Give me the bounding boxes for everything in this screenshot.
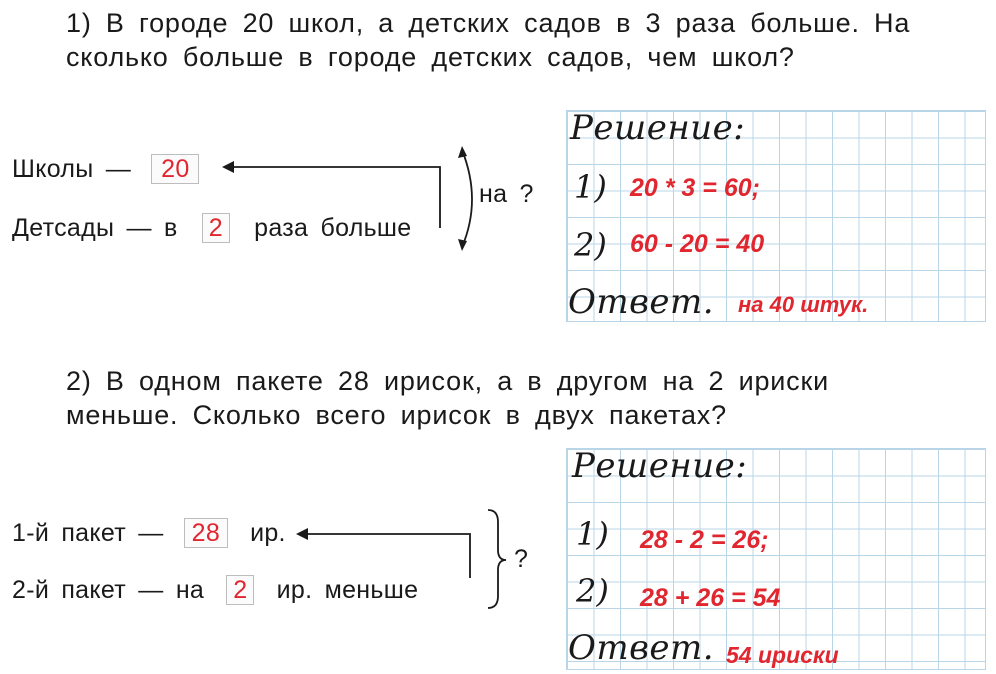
problem1-brace-arrow-top (458, 146, 467, 158)
problem1-solution-heading: Решение: (570, 108, 746, 148)
problem1-step2-expr: 60 - 20 = 40 (630, 230, 765, 258)
problem2-step1-expr: 28 - 2 = 26; (640, 526, 769, 554)
problem1-text-line1: 1) В городе 20 школ, а детских садов в 3 раза больше. На (66, 8, 911, 38)
problem1-arrowhead (222, 161, 234, 173)
problem1-brace-arc (462, 150, 472, 247)
problem2-step2-expr: 28 + 26 = 54 (640, 584, 781, 612)
problem1-brace-question: на ? (479, 180, 534, 208)
problem1-answer-text: на 40 штук. (738, 292, 869, 317)
problem2-row2 (12, 575, 418, 605)
problem2-connector-line (300, 534, 470, 578)
problem1-row1-label: Школы — (12, 155, 132, 183)
problem2-answer-heading: Ответ. (568, 628, 715, 668)
problem1-step2-num: 2) (574, 226, 607, 264)
problem2-step1-num: 1) (576, 515, 609, 553)
problem2-row1-unit: ир. (250, 519, 286, 547)
problem2-row1-label: 1-й пакет — (12, 519, 164, 547)
problem1-answer-heading: Ответ. (568, 282, 715, 322)
problem2-row2-label-after: ир. меньше (276, 576, 419, 604)
problem2-row2-label-before: 2-й пакет — на (12, 576, 205, 604)
problem1-connector-line (226, 167, 440, 228)
problem2-text-line2: меньше. Сколько всего ирисок в двух пакетах? (66, 400, 727, 430)
problem2-row2-value-box: 2 (226, 575, 254, 605)
problem2-step2-num: 2) (576, 572, 609, 610)
problem2-arrowhead (296, 528, 308, 540)
problem2-brace-question: ? (514, 545, 529, 573)
problem1-row1-value-box: 20 (151, 154, 199, 184)
problem2-row1-value-box: 28 (184, 518, 228, 548)
problem1-text-line2: сколько больше в городе детских садов, чем школ? (66, 42, 795, 72)
problem1-row2-label-before: Детсады — в (12, 214, 178, 242)
problem2-solution-heading: Решение: (572, 446, 748, 486)
problem1-row2-label-after: раза больше (254, 214, 412, 242)
problem2-row1 (12, 518, 286, 548)
problem1-step1-num: 1) (574, 168, 607, 206)
problem1-brace-arrow-bottom (458, 239, 467, 251)
problem1-row2-value-box: 2 (202, 213, 230, 243)
problem1-step1-expr: 20 * 3 = 60; (630, 174, 760, 202)
problem2-answer-text: 54 ириски (726, 642, 839, 668)
problem2-text-line1: 2) В одном пакете 28 ирисок, а в другом на 2 ириски (66, 366, 829, 396)
problem2-brace (488, 510, 506, 608)
